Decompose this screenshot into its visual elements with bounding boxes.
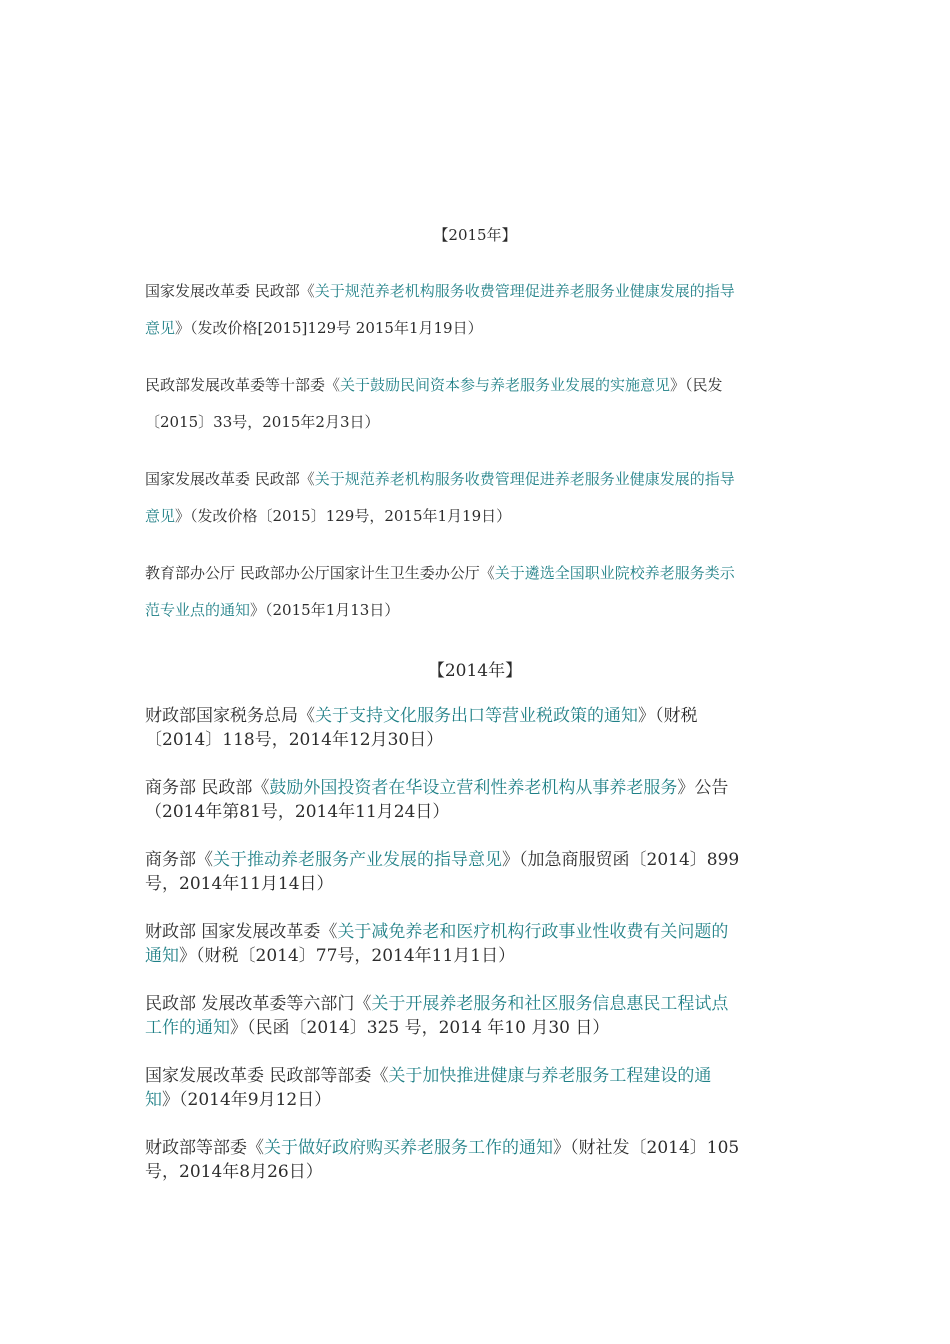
document-title-link[interactable]: 关于减免养老和医疗机构行政事业性收费有关问题的 <box>337 922 729 942</box>
document-title-link[interactable]: 关于推动养老服务产业发展的指导意见 <box>213 850 502 870</box>
entry-line <box>145 848 813 872</box>
entry-line <box>145 920 813 944</box>
document-title-link[interactable]: 工作的通知 <box>145 1018 230 1038</box>
entry-text: 》（财税〔2014〕77号，2014年11月1日） <box>179 946 516 966</box>
document-title-link[interactable]: 知 <box>145 1090 162 1110</box>
entry-text: 商务部 民政部《 <box>145 778 270 798</box>
document-title-link[interactable]: 通知 <box>145 946 179 966</box>
policy-entry <box>145 992 813 1040</box>
entry-text: 财政部等部委《 <box>145 1138 264 1158</box>
entry-text: 》（发改价格[2015]129号 2015年1月19日） <box>175 319 483 337</box>
policy-entry <box>145 375 813 432</box>
entry-text: 》（民发 <box>670 376 723 394</box>
entry-line <box>145 1064 813 1088</box>
policy-entry <box>145 1136 813 1184</box>
entry-text: 》（2014年9月12日） <box>162 1090 332 1110</box>
entry-line <box>145 992 813 1016</box>
entry-line <box>145 375 813 395</box>
entry-line <box>145 872 813 896</box>
year-heading-2015: 【2015年】 <box>433 226 517 244</box>
entry-text: 》（民函〔2014〕325 号，2014 年10 月30 日） <box>230 1018 610 1038</box>
entry-text: 国家发展改革委 民政部《 <box>145 470 315 488</box>
entry-text: 商务部《 <box>145 850 213 870</box>
entry-line <box>145 1088 813 1112</box>
entry-line <box>145 704 813 728</box>
policy-entry <box>145 848 813 896</box>
entry-line <box>145 563 813 583</box>
entry-line <box>145 281 813 301</box>
entry-text: 〔2015〕33号，2015年2月3日） <box>145 413 380 431</box>
entry-line <box>145 776 813 800</box>
entry-line <box>145 1136 813 1160</box>
document-title-link[interactable]: 关于规范养老机构服务收费管理促进养老服务业健康发展的指导 <box>314 470 735 488</box>
entry-text: 〔2014〕118号，2014年12月30日） <box>145 730 444 750</box>
document-title-link[interactable]: 关于鼓励民间资本参与养老服务业发展的实施意见 <box>340 376 671 394</box>
entry-text: 》（2015年1月13日） <box>250 601 400 619</box>
entry-text: 国家发展改革委 民政部等部委《 <box>145 1066 389 1086</box>
document-title-link[interactable]: 范专业点的通知 <box>145 601 251 619</box>
policy-entry <box>145 704 813 752</box>
policy-entry <box>145 281 813 338</box>
entry-text: 财政部国家税务总局《 <box>145 706 315 726</box>
entry-line <box>145 728 813 752</box>
document-title-link[interactable]: 关于开展养老服务和社区服务信息惠民工程试点 <box>371 994 729 1014</box>
policy-entry <box>145 469 813 526</box>
entry-text: 》（发改价格〔2015〕129号，2015年1月19日） <box>175 507 512 525</box>
policy-entry <box>145 1064 813 1112</box>
entry-line <box>145 800 813 824</box>
document-title-link[interactable]: 意见 <box>145 507 176 525</box>
entry-line <box>145 1160 813 1184</box>
entry-line <box>145 1016 813 1040</box>
entry-line <box>145 944 813 968</box>
entry-text: 》（加急商服贸函〔2014〕899 <box>502 850 740 870</box>
entry-line <box>145 318 813 338</box>
policy-entry <box>145 776 813 824</box>
entry-text: 民政部发展改革委等十部委《 <box>145 376 341 394</box>
entry-text: 》公告 <box>677 778 729 798</box>
entry-text: 教育部办公厅 民政部办公厅国家计生卫生委办公厅《 <box>145 564 495 582</box>
entry-text: 号，2014年8月26日） <box>145 1162 323 1182</box>
entry-line <box>145 412 813 432</box>
entry-text: 财政部 国家发展改革委《 <box>145 922 338 942</box>
document-title-link[interactable]: 关于规范养老机构服务收费管理促进养老服务业健康发展的指导 <box>314 282 735 300</box>
document-title-link[interactable]: 关于做好政府购买养老服务工作的通知 <box>264 1138 553 1158</box>
document-title-link[interactable]: 关于遴选全国职业院校养老服务类示 <box>494 564 735 582</box>
entry-text: 》（财社发〔2014〕105 <box>553 1138 740 1158</box>
entry-line <box>145 506 813 526</box>
document-title-link[interactable]: 鼓励外国投资者在华设立营利性养老机构从事养老服务 <box>269 778 678 798</box>
entry-text: 民政部 发展改革委等六部门《 <box>145 994 372 1014</box>
entry-text: 号，2014年11月14日） <box>145 874 334 894</box>
document-title-link[interactable]: 意见 <box>145 319 176 337</box>
policy-entry <box>145 563 813 620</box>
entry-text: （2014年第81号，2014年11月24日） <box>145 802 450 822</box>
entry-line <box>145 600 813 620</box>
document-title-link[interactable]: 关于加快推进健康与养老服务工程建设的通 <box>388 1066 712 1086</box>
entry-text: 国家发展改革委 民政部《 <box>145 282 315 300</box>
year-heading-2014: 【2014年】 <box>427 661 523 681</box>
document-title-link[interactable]: 关于支持文化服务出口等营业税政策的通知 <box>315 706 638 726</box>
entry-line <box>145 469 813 489</box>
entry-text: 》（财税 <box>638 706 698 726</box>
policy-entry <box>145 920 813 968</box>
